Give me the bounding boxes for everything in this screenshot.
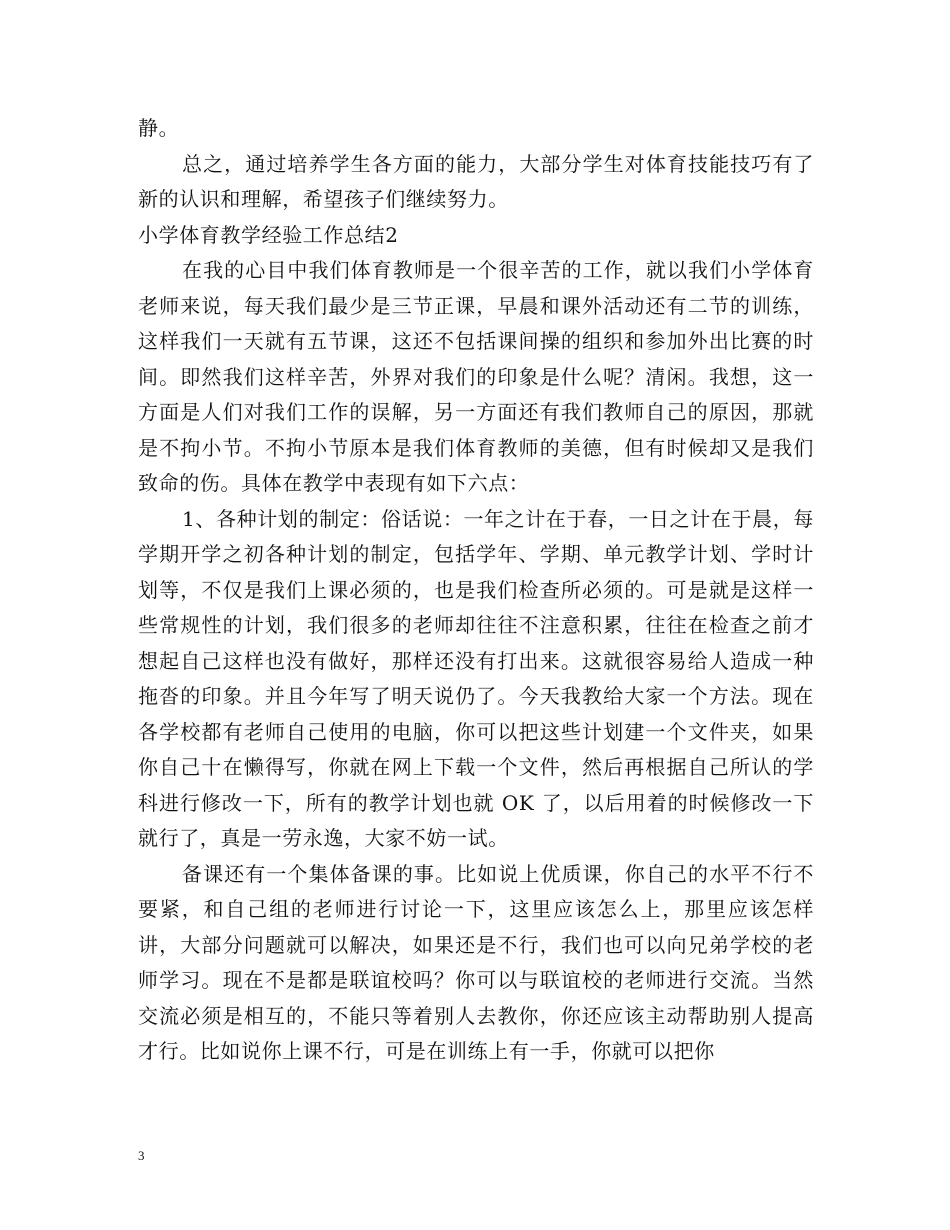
paragraph-1: 静。 bbox=[138, 116, 180, 140]
paragraph-5: 备课还有一个集体备课的事。比如说上优质课，你自己的水平不行不要紧，和自己组的老师进行讨论一下，这里应该怎么上，那里应该怎样讲，大部分问题就可以解决，如果还是不行，我们也可以向兄弟学校的老师学习。现在不是都是联谊校吗？你可以与联谊校的老师进行交流。当然交流必须是相互的，不能只等着别人去教你，你还应该主动帮助别人提高才行。比如说你上课不行，可是在训练上有一手，你就可以把你 bbox=[138, 861, 814, 1063]
page-number: 3 bbox=[138, 1148, 145, 1163]
document-body bbox=[138, 111, 814, 1070]
paragraph-2: 总之，通过培养学生各方面的能力，大部分学生对体育技能技巧有了新的认识和理解，希望孩子们继续努力。 bbox=[138, 151, 814, 211]
paragraph-3: 在我的心目中我们体育教师是一个很辛苦的工作，就以我们小学体育老师来说，每天我们最少是三节正课，早晨和课外活动还有二节的训练，这样我们一天就有五节课，这还不包括课间操的组织和参加外出比赛的时间。即然我们这样辛苦，外界对我们的印象是什么呢？清闲。我想，这一方面是人们对我们工作的误解，另一方面还有我们教师自己的原因，那就是不拘小节。不拘小节原本是我们体育教师的美德，但有时候却又是我们致命的伤。具体在教学中表现有如下六点： bbox=[138, 258, 814, 495]
paragraph-4: 1、各种计划的制定：俗话说：一年之计在于春，一日之计在于晨，每学期开学之初各种计划的制定，包括学年、学期、单元教学计划、学时计划等，不仅是我们上课必须的，也是我们检查所必须的。可是就是这样一些常规性的计划，我们很多的老师却往往不注意积累，往往在检查之前才想起自己这样也没有做好，那样还没有打出来。这就很容易给人造成一种拖沓的印象。并且今年写了明天说仍了。今天我教给大家一个方法。现在各学校都有老师自己使用的电脑，你可以把这些计划建一个文件夹，如果你自己十在懒得写，你就在网上下载一个文件，然后再根据自己所认的学科进行修改一下，所有的教学计划也就 OK 了，以后用着的时候修改一下就行了，真是一劳永逸，大家不妨一试。 bbox=[138, 506, 814, 850]
section-heading: 小学体育教学经验工作总结2 bbox=[138, 222, 399, 247]
